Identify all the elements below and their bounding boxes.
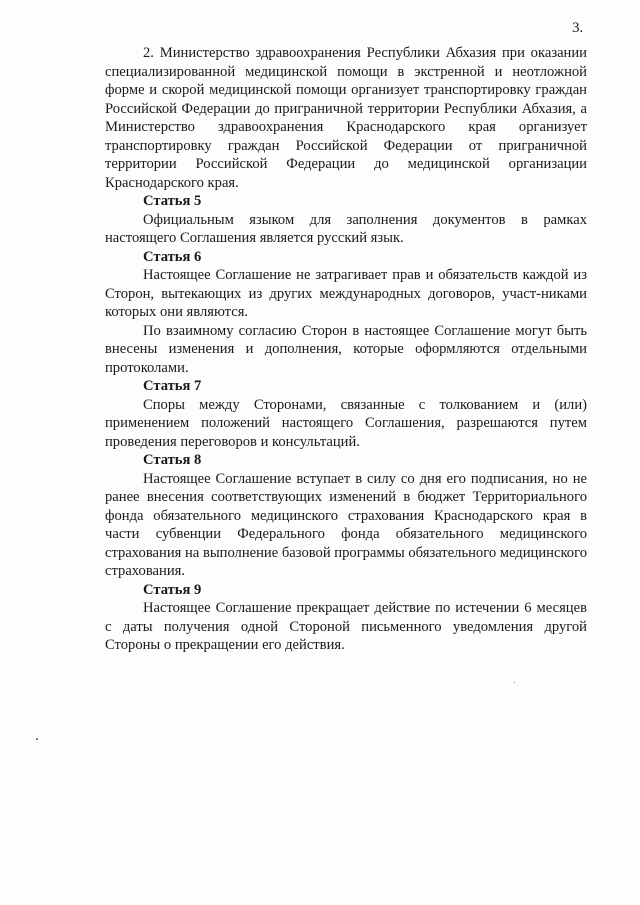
page-number: 3.: [572, 20, 584, 36]
article-7-paragraph-1: Споры между Сторонами, связанные с толкованием и (или) применением положений настоящего Соглашения, разрешаются путем проведения переговоров и консультаций.: [105, 396, 587, 450]
article-9-paragraph-1: Настоящее Соглашение прекращает действие по истечении 6 месяцев с даты получения одной Стороной письменного уведомления другой Стороны о прекращении его действия.: [105, 600, 587, 653]
scan-speck: [36, 738, 38, 740]
article-9-heading: Статья 9: [143, 581, 202, 598]
article-5-heading: Статья 5: [143, 193, 202, 209]
article-8-paragraph-1: Настоящее Соглашение вступает в силу со дня его подписания, но не ранее внесения соответствующих изменений в бюджет Территориального фонда обязательного медицинского страхования Краснодарского края в части субвенции Федерального фонда обязательного медицинского страхования на выполнение базовой программы обязательного медицинского страхования.: [105, 470, 588, 579]
article-6-paragraph-1: Настоящее Соглашение не затрагивает прав и обязательств каждой из Сторон, вытекающих из других международных договоров, участ-никами которых они являются.: [105, 267, 587, 320]
intro-paragraph: 2. Министерство здравоохранения Республики Абхазия при оказании специализированной медицинской помощи в экстренной и неотложной форме и скорой медицинской помощи организует транспортировку граждан Российской Федерации до приграничной территории Республики Абхазия, а Министерство здравоохранения Краснодарского края организует транспортировку граждан Российской Федерации от приграничной территории Российской Федерации до медицинской организации Краснодарского края.: [105, 45, 587, 191]
article-7-heading: Статья 7: [143, 378, 202, 394]
scan-speck: [514, 682, 515, 683]
article-8-heading: Статья 8: [143, 452, 202, 468]
article-6-paragraph-2: По взаимному согласию Сторон в настоящее Соглашение могут быть внесены изменения и дополнения, которые оформляются отдельными протоколами.: [105, 322, 587, 376]
article-6-heading: Статья 6: [143, 248, 202, 265]
document-body: [105, 44, 587, 655]
article-5-paragraph-1: Официальным языком для заполнения документов в рамках настоящего Соглашения является русский язык.: [105, 211, 587, 246]
